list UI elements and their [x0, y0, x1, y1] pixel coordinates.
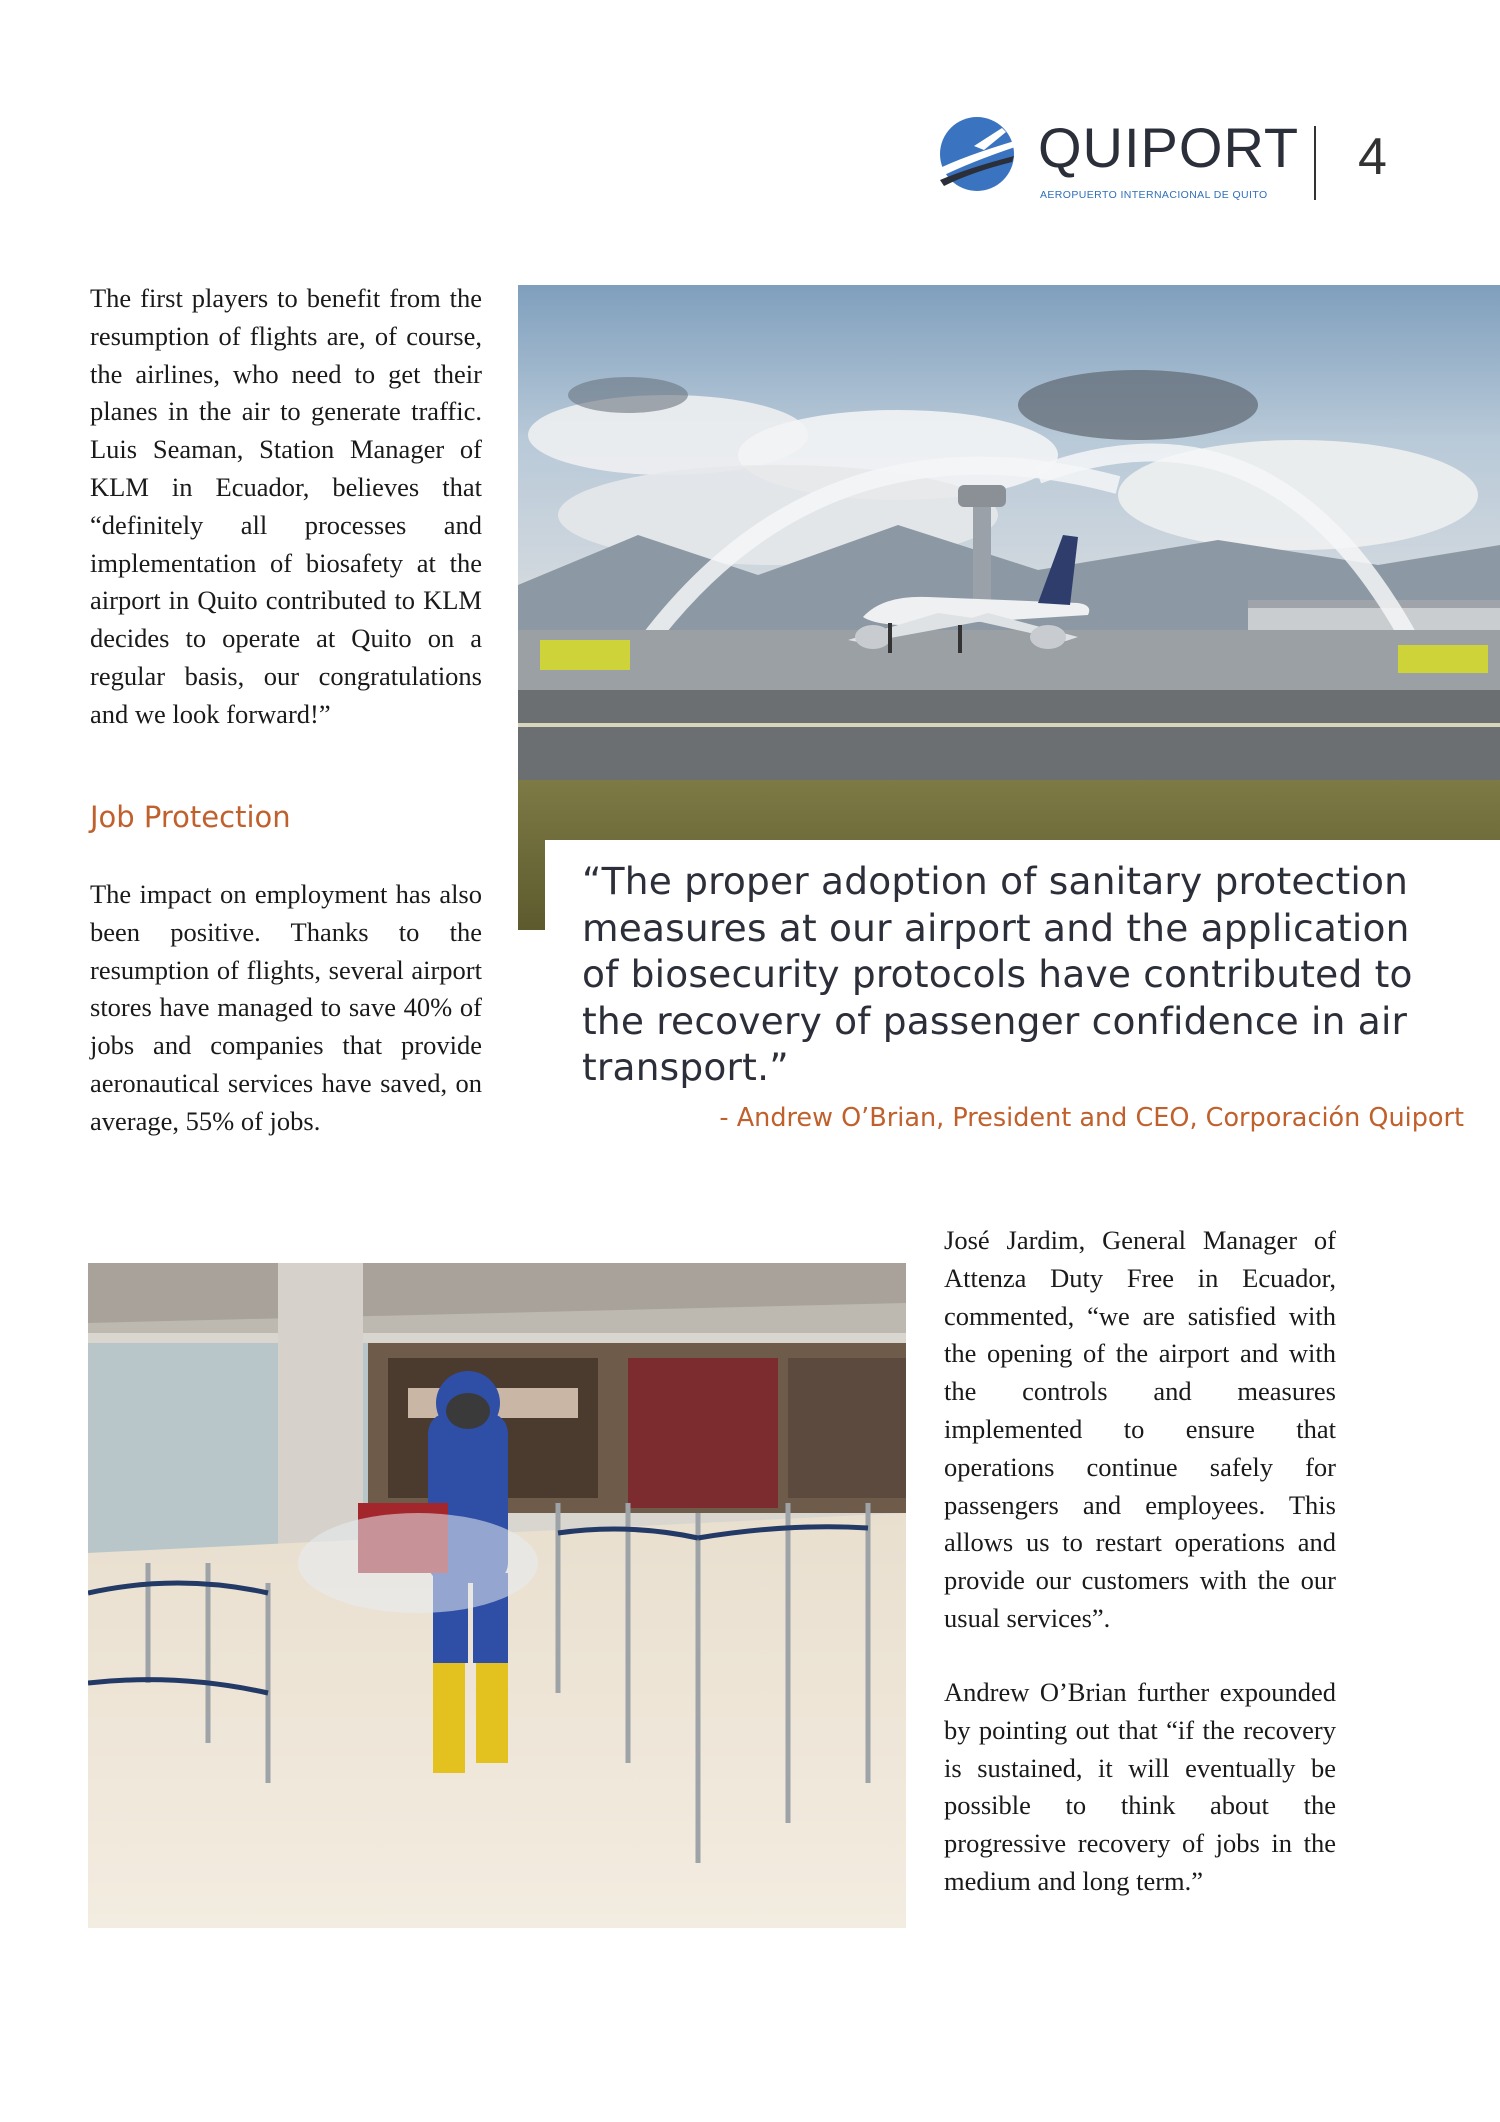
pull-quote: “The proper adoption of sanitary protection measures at our airport and the application of biosecurity protocols have contributed to the recovery of passenger confidence in air transport.” — [582, 859, 1413, 1089]
article-paragraph-3: José Jardim, General Manager of Attenza Duty Free in Ecuador, commented, “we are satisfied with the opening of the airport and with the controls and measures implemented to ensure that operations continue safely for passengers and employees. This allows us to restart operations and provide our customers with the our usual services”. — [944, 1225, 1336, 1633]
airplane-water-salute-photo — [518, 285, 1500, 930]
article-paragraph-4: Andrew O’Brian further expounded by pointing out that “if the recovery is sustained, it will eventually be possible to think about the progressive recovery of jobs in the medium and long term.” — [944, 1677, 1336, 1896]
brand-tagline: AEROPUERTO INTERNACIONAL DE QUITO — [1040, 189, 1268, 201]
brand-name: QUIPORT — [1038, 116, 1300, 179]
article-paragraph-1: The first players to benefit from the resumption of flights are, of course, the airlines, who need to get their planes in the air to generate traffic. Luis Seaman, Station Manager of KLM in Ecuador, believes that “definitely all processes and implementation of biosafety at the airport in Quito contributed to KLM decides to operate at Quito on a regular basis, our congratulations and we look forward!” — [90, 283, 482, 729]
article-paragraph-2: The impact on employment has also been positive. Thanks to the resumption of flights, several airport stores have managed to save 40% of jobs and companies that provide aeronautical services have saved, on average, 55% of jobs. — [90, 879, 482, 1136]
section-heading-job-protection: Job Protection — [90, 800, 291, 834]
quiport-logo-icon — [934, 116, 1020, 192]
pull-quote-attribution: - Andrew O’Brian, President and CEO, Corporación Quiport — [719, 1103, 1464, 1133]
page-number: 4 — [1358, 128, 1387, 186]
terminal-disinfection-worker-photo — [88, 1263, 906, 1928]
header-divider — [1314, 126, 1316, 200]
